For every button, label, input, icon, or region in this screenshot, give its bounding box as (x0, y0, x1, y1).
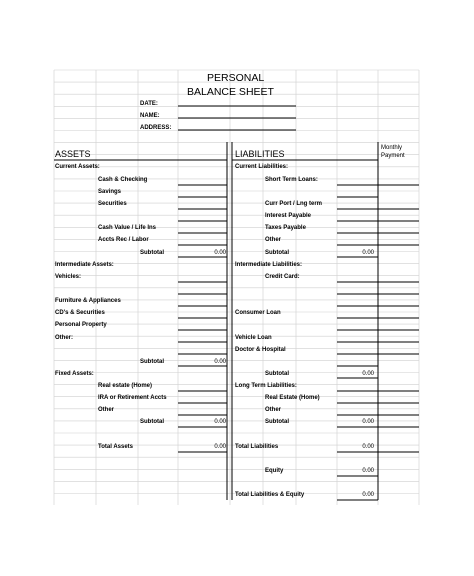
other-fixed-label: Other (98, 407, 115, 413)
intermediate-assets-label: Intermediate Assets: (55, 262, 114, 268)
liab-subtotal-3-label: Subtotal (265, 419, 289, 425)
assets-subtotal-1-label: Subtotal (140, 250, 164, 256)
consumer-loan-label: Consumer Loan (235, 310, 281, 316)
securities-label: Securities (98, 201, 127, 207)
current-liabilities-label: Current Liabilities: (235, 164, 289, 170)
savings-label: Savings (98, 189, 122, 195)
vehicles-label: Vehicles: (55, 274, 82, 280)
real-estate-home-label: Real estate (Home) (98, 383, 153, 389)
equity-label: Equity (265, 468, 284, 474)
total-liab-equity-value: 0.00 (362, 492, 374, 498)
current-assets-label: Current Assets: (55, 164, 100, 170)
furniture-label: Furniture & Appliances (55, 298, 121, 304)
assets-subtotal-2-label: Subtotal (140, 359, 164, 365)
cds-securities-label: CD's & Securities (55, 310, 105, 316)
cash-value-life-ins-label: Cash Value / Life Ins (98, 225, 157, 231)
title-personal: PERSONAL (207, 72, 265, 84)
grid-lines (54, 70, 419, 505)
interest-payable-label: Interest Payable (265, 213, 312, 219)
total-liabilities-label: Total Liabilities (235, 444, 279, 450)
total-assets-label: Total Assets (98, 444, 134, 450)
liab-subtotal-1-value: 0.00 (362, 250, 374, 256)
liab-subtotal-3-value: 0.00 (362, 419, 374, 425)
assets-subtotal-1-value: 0.00 (214, 250, 226, 256)
address-label: ADDRESS: (140, 125, 172, 131)
title-balance-sheet: BALANCE SHEET (187, 86, 274, 98)
curr-port-label: Curr Port / Lng term (265, 201, 323, 207)
assets-subtotal-3-label: Subtotal (140, 419, 164, 425)
assets-heading: ASSETS (55, 149, 91, 159)
taxes-payable-label: Taxes Payable (265, 225, 306, 231)
name-label: NAME: (140, 113, 160, 119)
liab-subtotal-1-label: Subtotal (265, 250, 289, 256)
other-liabilities-label: Other (265, 237, 282, 243)
short-term-loans-label: Short Term Loans: (265, 177, 318, 183)
other-long-term-label: Other (265, 407, 282, 413)
vehicle-loan-label: Vehicle Loan (235, 335, 272, 341)
total-liabilities-value: 0.00 (362, 444, 374, 450)
equity-value: 0.00 (362, 468, 374, 474)
liabilities-heading: LIABILITIES (235, 149, 285, 159)
total-assets-value: 0.00 (214, 444, 226, 450)
personal-property-label: Personal Property (55, 322, 107, 328)
liab-subtotal-2-label: Subtotal (265, 371, 289, 377)
doctor-hospital-label: Doctor & Hospital (235, 347, 286, 353)
monthly-label: Monthly (381, 145, 403, 151)
total-liab-equity-label: Total Liabilities & Equity (235, 492, 305, 498)
payment-label: Payment (381, 153, 405, 159)
assets-subtotal-3-value: 0.00 (214, 419, 226, 425)
liab-subtotal-2-value: 0.00 (362, 371, 374, 377)
date-label: DATE: (140, 101, 158, 107)
intermediate-liabilities-label: Intermediate Liabilities: (235, 262, 303, 268)
cash-checking-label: Cash & Checking (98, 177, 148, 183)
ira-label: IRA or Retirement Accts (98, 395, 167, 401)
accts-rec-label: Accts Rec / Labor (98, 237, 149, 243)
real-estate-liab-label: Real Estate (Home) (265, 395, 320, 401)
long-term-liabilities-label: Long Term Liabilities: (235, 383, 297, 389)
assets-subtotal-2-value: 0.00 (214, 359, 226, 365)
fixed-assets-label: Fixed Assets: (55, 371, 94, 377)
other-assets-label: Other: (55, 335, 73, 341)
credit-card-label: Credit Card: (265, 274, 300, 280)
